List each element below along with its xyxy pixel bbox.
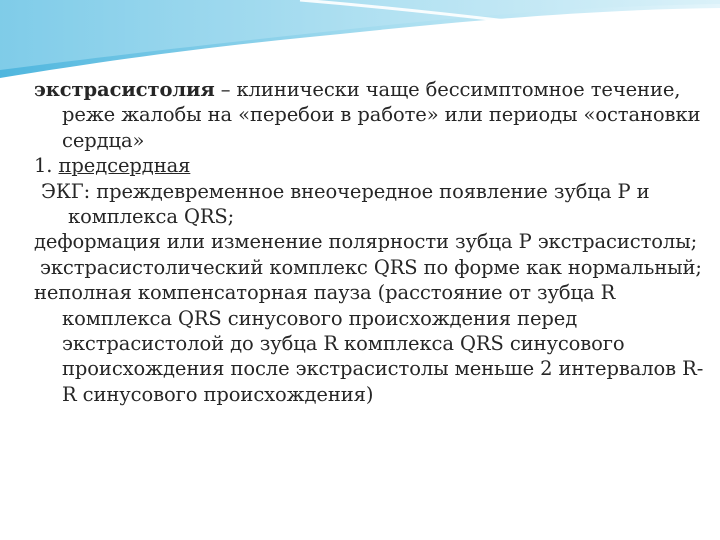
p-wave-criterion: деформация или изменение полярности зубца Р экстрасистолы; xyxy=(34,230,698,254)
section-heading xyxy=(34,153,704,178)
qrs-criterion: экстрасистолический комплекс QRS по форме как нормальный; xyxy=(40,255,702,279)
section-number: 1. xyxy=(34,154,59,178)
slide-body xyxy=(34,77,704,407)
section-title-atrial: предсердная xyxy=(58,154,191,178)
ecg-criterion: ЭКГ: преждевременное внеочередное появление зубца Р и комплекса QRS; xyxy=(41,179,650,229)
header-wave-decoration xyxy=(0,0,720,80)
definition-paragraph xyxy=(34,77,704,153)
term-extrasystole: экстрасистолия xyxy=(34,78,215,101)
definition-text: – клинически чаще бессимптомное течение, реже жалобы на «перебои в работе» или периоды «остановки сердца» xyxy=(62,78,701,152)
compensatory-pause-criterion: неполная компенсаторная пауза (расстояние от зубца R комплекса QRS синусового происхождения перед экстрасистолой до зубца R комплекса QRS синусового происхождения после экстрасистолы меньше 2 интервалов R-R синусового происхождения) xyxy=(34,281,704,406)
